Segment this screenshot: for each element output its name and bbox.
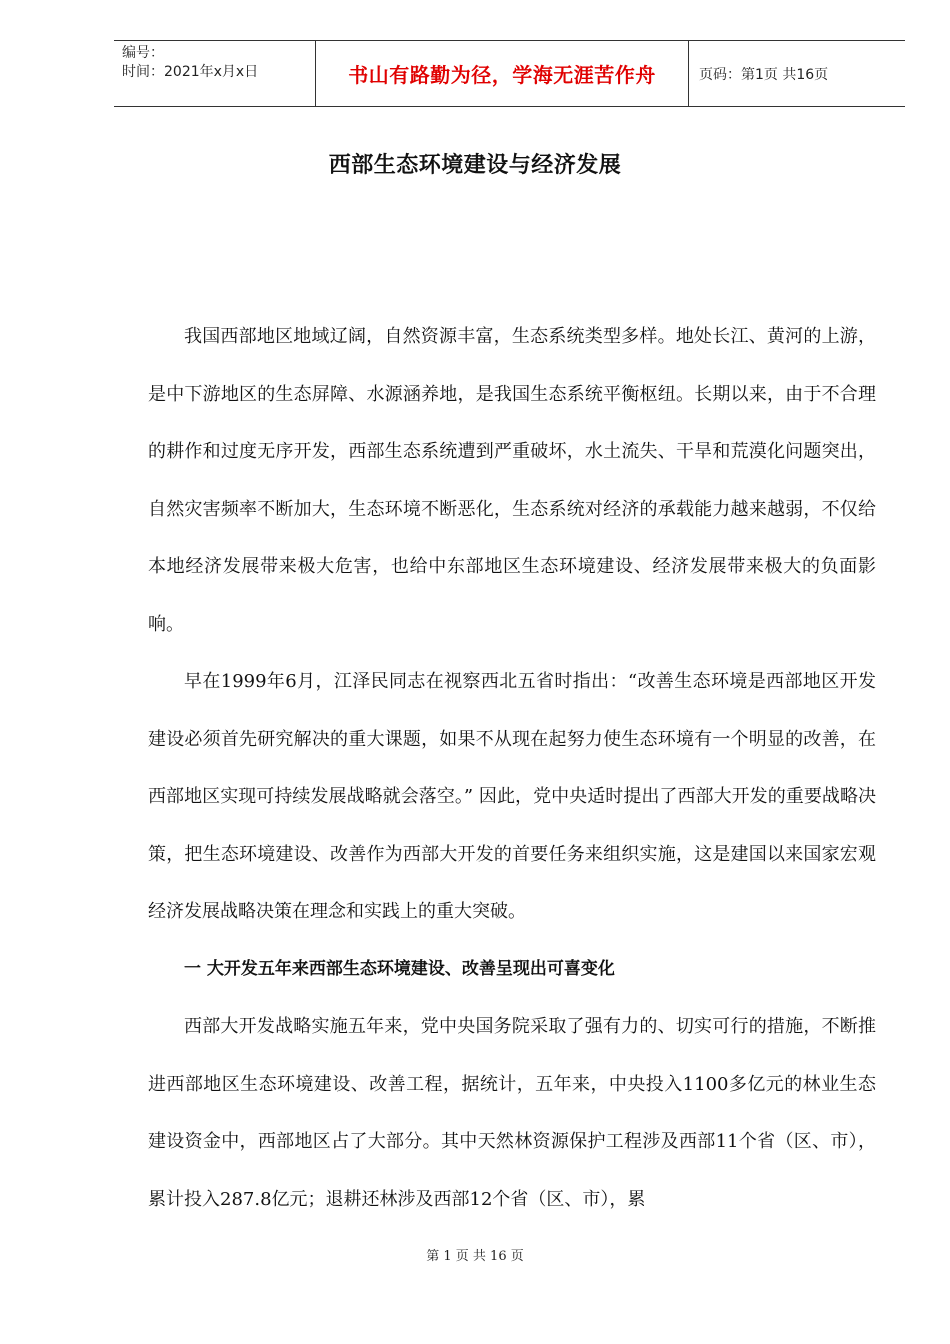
page-footer: 第 1 页 共 16 页 bbox=[426, 1249, 524, 1264]
paragraph-2: 早在1999年6月，江泽民同志在视察西北五省时指出：“改善生态环境是西部地区开发建设必须首先研究解决的重大课题，如果不从现在起努力使生态环境有一个明显的改善，在西部地区实现可持续发展战略就会落空。” 因此，党中央适时提出了西部大开发的重要战略决策，把生态环境建设、改善作为西部大开发的首要任务来组织实施，这是建国以来国家宏观经济发展战略决策在理念和实践上的重大突破。 bbox=[148, 671, 876, 922]
motto-text: 书山有路勤为径，学海无涯苦作舟 bbox=[348, 63, 656, 87]
header-page-cell bbox=[689, 41, 905, 106]
time-label: 时间：2021年x月x日 bbox=[122, 64, 259, 80]
number-label: 编号： bbox=[122, 45, 164, 61]
section-paragraph: 西部大开发战略实施五年来，党中央国务院采取了强有力的、切实可行的措施，不断推进西部地区生态环境建设、改善工程，据统计，五年来，中央投入1100多亿元的林业生态建设资金中，西部地区占了大部分。其中天然林资源保护工程涉及西部11个省（区、市），累计投入287.8亿元；退耕还林涉及西部12个省（区、市），累 bbox=[148, 1016, 876, 1210]
document-body bbox=[148, 308, 876, 1228]
header-motto-cell bbox=[316, 41, 689, 106]
page-info: 页码：第1页 共16页 bbox=[699, 66, 829, 83]
paragraph-1: 我国西部地区地域辽阔，自然资源丰富，生态系统类型多样。地处长江、黄河的上游，是中下游地区的生态屏障、水源涵养地，是我国生态系统平衡枢纽。长期以来，由于不合理的耕作和过度无序开发，西部生态系统遭到严重破坏，水土流失、干旱和荒漠化问题突出，自然灾害频率不断加大，生态环境不断恶化，生态系统对经济的承载能力越来越弱，不仅给本地经济发展带来极大危害，也给中东部地区生态环境建设、经济发展带来极大的负面影响。 bbox=[148, 326, 876, 635]
header-table bbox=[114, 40, 905, 107]
section-heading: 一 大开发五年来西部生态环境建设、改善呈现出可喜变化 bbox=[184, 958, 615, 979]
header-meta-cell bbox=[114, 41, 316, 106]
document-title: 西部生态环境建设与经济发展 bbox=[328, 152, 622, 178]
